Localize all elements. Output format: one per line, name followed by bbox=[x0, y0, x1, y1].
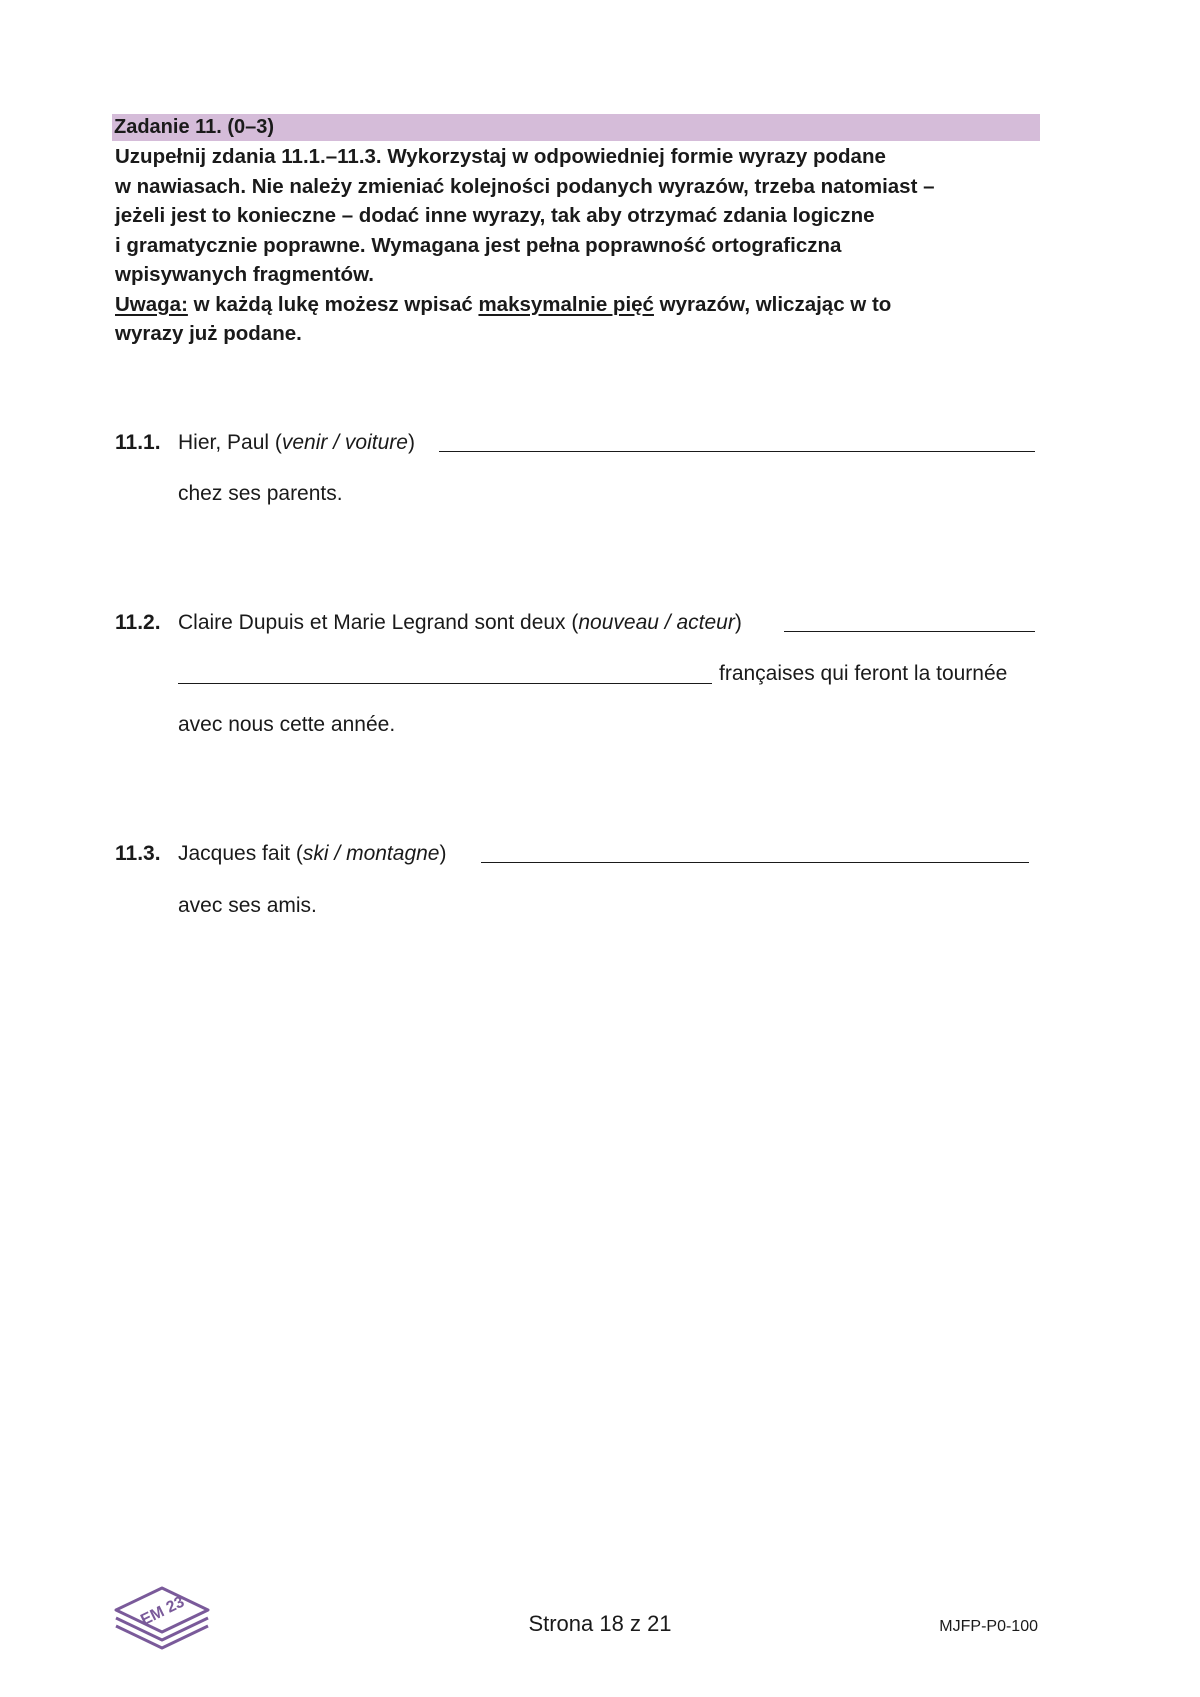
task-title: Zadanie 11. (0–3) bbox=[112, 114, 1040, 141]
note-line bbox=[115, 290, 1045, 320]
note-label: Uwaga: bbox=[115, 292, 188, 316]
answer-blank-11-1[interactable] bbox=[439, 451, 1035, 452]
answer-blank-11-3[interactable] bbox=[481, 862, 1029, 863]
item-number: 11.2. bbox=[115, 611, 161, 634]
exam-code: MJFP-P0-100 bbox=[939, 1618, 1038, 1635]
sentence-text: ) bbox=[734, 611, 742, 634]
sentence-text: ) bbox=[407, 431, 415, 454]
page-number: Strona 18 z 21 bbox=[528, 1611, 672, 1636]
answer-blank-11-2[interactable] bbox=[784, 631, 1035, 632]
instruction-line: w nawiasach. Nie należy zmieniać kolejności podanych wyrazów, trzeba natomiast – bbox=[115, 174, 935, 198]
item-number: 11.3. bbox=[115, 842, 161, 865]
sentence-continuation: avec nous cette année. bbox=[178, 713, 396, 736]
hint-words: ski / montagne bbox=[302, 842, 440, 865]
instruction-line: i gramatycznie poprawne. Wymagana jest pełna poprawność ortograficzna bbox=[115, 233, 842, 257]
item-sentence bbox=[178, 610, 742, 636]
svg-text:EM 23: EM 23 bbox=[138, 1593, 188, 1630]
hint-words: nouveau / acteur bbox=[578, 611, 735, 634]
instruction-line: Uzupełnij zdania 11.1.–11.3. Wykorzystaj w odpowiedniej formie wyrazy podane bbox=[115, 145, 886, 168]
note-text: w każdą lukę możesz wpisać bbox=[187, 292, 479, 316]
sentence-text: Jacques fait ( bbox=[178, 842, 303, 865]
sentence-continuation: avec ses amis. bbox=[178, 894, 317, 917]
note-text: wyrazów, wliczając w to bbox=[653, 292, 892, 316]
note-line: wyrazy już podane. bbox=[115, 322, 302, 345]
hint-words: venir / voiture bbox=[281, 431, 408, 454]
sentence-continuation: chez ses parents. bbox=[178, 482, 343, 505]
item-number: 11.1. bbox=[115, 431, 161, 454]
item-sentence bbox=[178, 430, 415, 456]
instruction-line: wpisywanych fragmentów. bbox=[115, 263, 374, 286]
instruction-line: jeżeli jest to konieczne – dodać inne wyrazy, tak aby otrzymać zdania logiczne bbox=[115, 204, 875, 227]
task-instructions bbox=[115, 142, 1045, 349]
answer-blank-11-2-cont[interactable] bbox=[178, 683, 712, 684]
sentence-text: françaises qui feront la tournée bbox=[719, 662, 1008, 685]
sentence-text: Hier, Paul ( bbox=[178, 431, 282, 454]
sentence-text: Claire Dupuis et Marie Legrand sont deux ( bbox=[178, 611, 579, 634]
item-sentence bbox=[178, 841, 446, 867]
note-emphasis: maksymalnie pięć bbox=[478, 292, 654, 316]
sentence-text: ) bbox=[439, 842, 447, 865]
